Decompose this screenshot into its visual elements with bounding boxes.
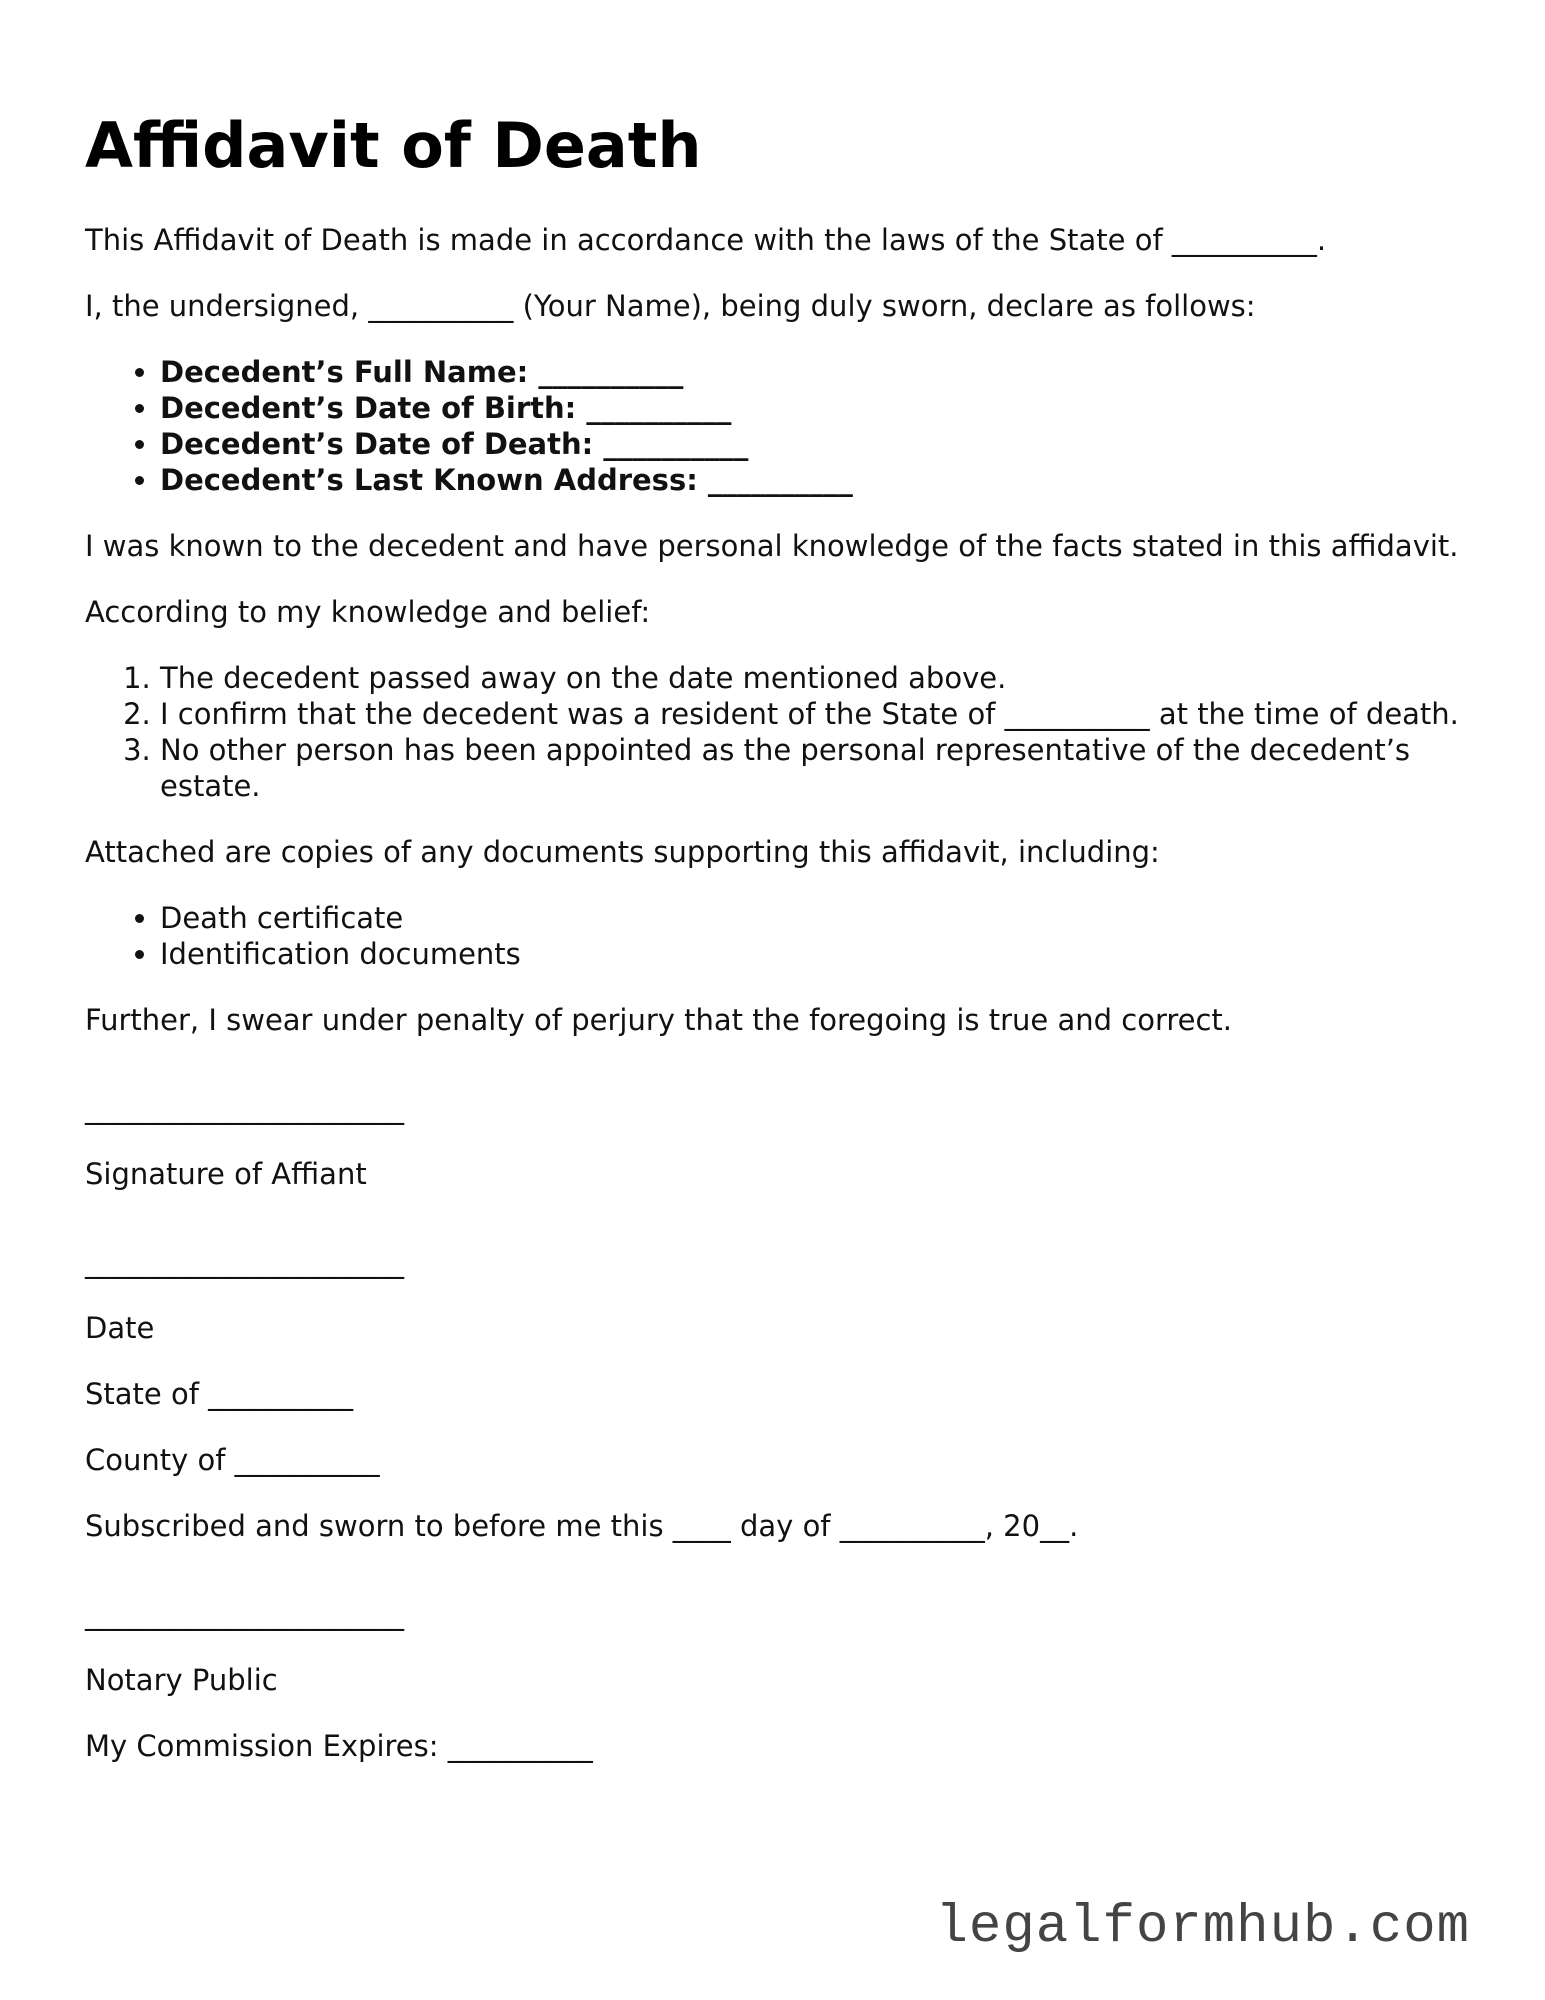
belief-item: 2. I confirm that the decedent was a resident of the State of __________ at the time of death. (160, 696, 1465, 732)
belief-list (85, 660, 1465, 804)
attached-documents-list (85, 900, 1465, 972)
notary-label: Notary Public (85, 1663, 278, 1697)
notary-signature-line: ______________________ (85, 1597, 404, 1631)
date-line: ______________________ (85, 1245, 404, 1279)
decedent-date-of-birth-item: • Decedent’s Date of Birth: __________ (160, 390, 1465, 426)
decedent-last-address-item: • Decedent’s Last Known Address: __________ (160, 462, 1465, 498)
belief-intro: According to my knowledge and belief: (85, 595, 651, 629)
date-label: Date (85, 1311, 155, 1345)
knowledge-paragraph: I was known to the decedent and have personal knowledge of the facts stated in this affidavit. (85, 529, 1459, 563)
oath-paragraph: Further, I swear under penalty of perjury that the foregoing is true and correct. (85, 1003, 1233, 1037)
signature-label: Signature of Affiant (85, 1157, 367, 1191)
commission-expires-field: My Commission Expires: __________ (85, 1729, 593, 1763)
intro-paragraph: This Affidavit of Death is made in accordance with the laws of the State of __________. (85, 223, 1327, 257)
attached-item-identification: • Identification documents (160, 936, 1465, 972)
state-field: State of __________ (85, 1377, 354, 1411)
attached-intro: Attached are copies of any documents supporting this affidavit, including: (85, 835, 1160, 869)
signature-line: ______________________ (85, 1091, 404, 1125)
document-page (85, 110, 1465, 1794)
decedent-full-name-item: • Decedent’s Full Name: __________ (160, 354, 1465, 390)
subscribed-sworn-statement: Subscribed and sworn to before me this ____ day of __________, 20__. (85, 1509, 1079, 1543)
site-watermark: legalformhub.com (935, 1897, 1470, 1958)
attached-item-death-certificate: • Death certificate (160, 900, 1465, 936)
decedent-date-of-death-item: • Decedent’s Date of Death: __________ (160, 426, 1465, 462)
belief-item: 3. No other person has been appointed as the personal representative of the decedent’s estate. (160, 732, 1465, 804)
county-field: County of __________ (85, 1443, 380, 1477)
document-title: Affidavit of Death (85, 109, 702, 182)
decedent-fields-list (85, 354, 1465, 498)
declaration-paragraph: I, the undersigned, __________ (Your Name), being duly sworn, declare as follows: (85, 289, 1256, 323)
belief-item: 1. The decedent passed away on the date mentioned above. (160, 660, 1465, 696)
